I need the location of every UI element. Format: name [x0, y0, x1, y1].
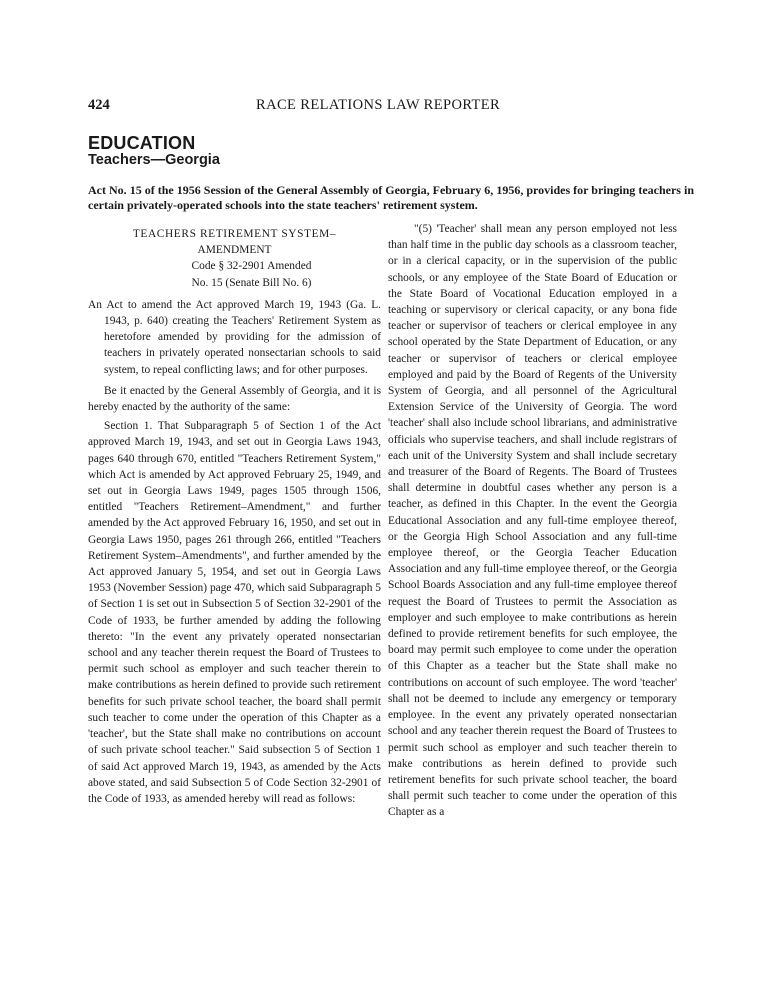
left-column	[88, 226, 381, 810]
subsection-title: Teachers—Georgia	[88, 152, 220, 168]
act-heading-line-3: Code § 32-2901 Amended	[191, 260, 312, 273]
act-heading-line-1: TEACHERS RETIREMENT SYSTEM–	[132, 228, 337, 240]
journal-title: RACE RELATIONS LAW REPORTER	[256, 97, 501, 113]
teacher-definition-text: "(5) 'Teacher' shall mean any person employed not less than half time in the public day schools as a classroom teacher, or in a clerical capacity, or in the supervision of the public schools, or any employee of the State Board of Education or the State Board of Vocational Education employed in a teaching or supervisory or clerical capacity, or any bona fide teacher or supervisor of teachers or clerical employee in any school operated by the State Department of Education, or any teacher or supervisor of teachers or clerical employee employed and paid by the Board of Regents of the University System of Georgia, and all personnel of the Agricultural Extension Service of the University of Georgia. The word 'teacher' shall also include school librarians, and administrative officials who supervise teachers, and shall include registrars of each unit of the University System and shall include secretary and treasurer of the Board of Regents. The Board of Trustees shall determine in doubtful cases whether any person is a teacher, as defined in this Chapter. In the event the Georgia Educational Association and any full-time employee thereof, or the Georgia High School Association and any full-time employee thereof, or the Georgia Teacher Education Association and any full-time employee thereof, or the Georgia School Boards Association and any full-time employee thereof request the Board of Trustees to permit the Association as employer and such employee to make contributions as herein defined to provide retirement benefits for such employee, the board may permit such employee to come under the operation of this Chapter as a teacher but the State shall make no contributions on account of such employee. The word 'teacher' shall not be deemed to include any emergency or temporary employee. In the event any privately operated nonsectarian school and any teacher therein request the Board of Trustees to permit such school as employer and such teacher therein to make contributions as herein defined to provide such retirement benefits for such private school teacher, the board shall permit such teacher to come under the operation of this Chapter as a	[388, 223, 677, 819]
act-summary: Act No. 15 of the 1956 Session of the General Assembly of Georgia, February 6, 1956, provides for bringing teachers in certain privately-operated schools into the state teachers' retirement system.	[88, 183, 694, 212]
page-number: 424	[88, 97, 110, 113]
section-1-text: Section 1. That Subparagraph 5 of Section 1 of the Act approved March 19, 1943, and set out in Georgia Laws 1943, pages 640 through 670, entitled "Teachers Retirement System," which Act is amended by Act approved February 25, 1949, and set out in Georgia Laws 1949, pages 1505 through 1506, entitled "Teachers Retirement–Amendment," and further amended by the Act approved February 16, 1950, and set out in Georgia Laws 1950, pages 261 through 266, entitled "Teachers Retirement System–Amendments", and further amended by the Act approved January 5, 1954, and set out in Georgia Laws 1953 (November Session) page 470, which said Subparagraph 5 of Section 1 is set out in Subsection 5 of Section 32-2901 of the Code of 1933, be further amended by adding the following thereto: "In the event any privately operated nonsectarian school and any teacher therein request the Board of Trustees to permit such school as employer and such teacher therein to make contributions as herein defined to provide such retirement benefits for such private school teacher, the board shall permit such teacher to come under the operation of this Chapter as a 'teacher', but the State shall make no contributions on account of such private school teacher." Said subsection 5 of Section 1 of said Act approved March 19, 1943, as amended by the Acts above stated, and said Subsection 5 of Code Section 32-2901 of the Code of 1933, as amended hereby will read as follows:	[88, 420, 381, 805]
running-header	[88, 97, 688, 119]
act-preamble: An Act to amend the Act approved March 19, 1943 (Ga. L. 1943, p. 640) creating the Teachers' Retirement System as heretofore amended by providing for the admission of teachers in privately operated nonsectarian schools to said system, to repeal conflicting laws; and for other purposes.	[88, 298, 381, 376]
right-column	[388, 221, 677, 824]
enacting-clause: Be it enacted by the General Assembly of Georgia, and it is hereby enacted by the authority of the same:	[88, 384, 381, 414]
section-title: EDUCATION	[88, 133, 196, 153]
act-heading-line-4: No. 15 (Senate Bill No. 6)	[191, 276, 312, 289]
act-heading-line-2: AMENDMENT	[197, 244, 272, 257]
